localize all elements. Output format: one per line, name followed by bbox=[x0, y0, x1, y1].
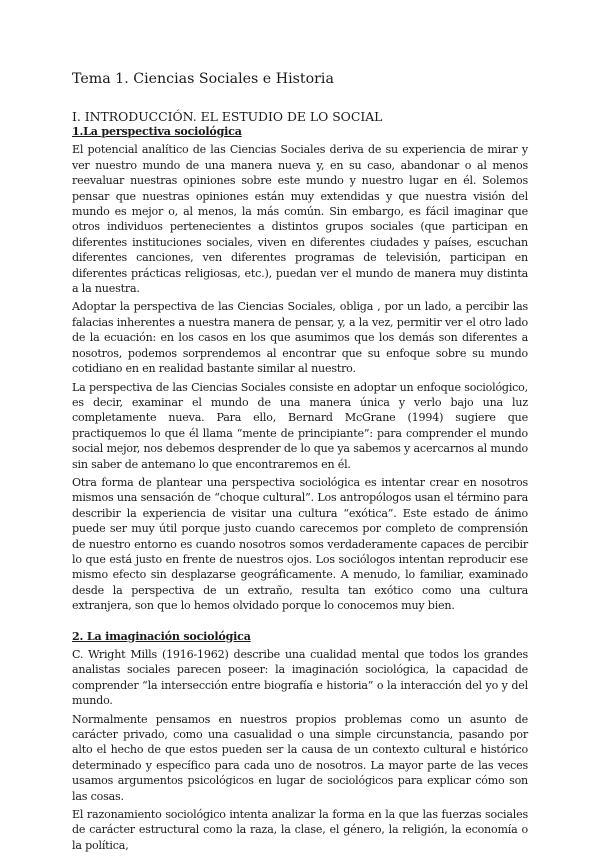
paragraph-2: Adoptar la perspectiva de las Ciencias Sociales, obliga , por un lado, a percibir las falacias inherentes a nuestra manera de pensar, y, a la vez, permitir ver el otro lado de la ecuación: en los casos en los que asumimos que los demás son diferentes a nosotros, podemos sorprendemos al encontrar que su enfoque sobre su mundo cotidiano en en realidad bastante similar al nuestro. bbox=[72, 300, 528, 376]
document-title: Tema 1. Ciencias Sociales e Historia bbox=[72, 71, 334, 87]
paragraph-5: C. Wright Mills (1916-1962) describe una cualidad mental que todos los grandes analistas sociales parecen poseer: la imaginación sociológica, la capacidad de comprender “la intersección entre biografía e historia” o la interacción del yo y del mundo. bbox=[72, 648, 528, 708]
subsection-heading-perspectiva: 1.La perspectiva sociológica bbox=[72, 125, 242, 138]
paragraph-6: Normalmente pensamos en nuestros propios problemas como un asunto de carácter privado, como una casualidad o una simple circunstancia, pasando por alto el hecho de que estos pueden ser la causa de un contexto cultural e histórico determinado y específico para cada uno de nosotros. La mayor parte de las veces usamos argumentos psicológicos en lugar de sociológicos para explicar cómo son las cosas. bbox=[72, 712, 528, 803]
paragraph-3: La perspectiva de las Ciencias Sociales consiste en adoptar un enfoque sociológico, es decir, examinar el mundo de una manera única y verlo bajo una luz completamente nueva. Para ello, Bernard McGrane (1994) sugiere que practiquemos lo que él llama “mente de principiante”: para comprender el mundo social mejor, nos debemos desprender de lo que ya sabemos y acercarnos al mundo sin saber de antemano lo que encontraremos en él. bbox=[72, 380, 528, 471]
paragraph-1: El potencial analítico de las Ciencias Sociales deriva de su experiencia de mirar y ver nuestro mundo de una manera nueva y, en su caso, abandonar o al menos reevaluar nuestras opiniones sobre este mundo y nuestro lugar en él. Solemos pensar que nuestras opiniones están muy extendidas y que nuestra visión del mundo es mejor o, al menos, la más común. Sin embargo, es fácil imaginar que otros individuos pertenecientes a distintos grupos sociales (que participan en diferentes instituciones sociales, viven en diferentes ciudades y países, escuchan diferentes canciones, ven diferentes programas de televisión, participan en diferentes prácticas religiosas, etc.), puedan ver el mundo de manera muy distinta a la nuestra. bbox=[72, 143, 528, 296]
paragraph-4: Otra forma de plantear una perspectiva sociológica es intentar crear en nosotros mismos una sensación de “choque cultural”. Los antropólogos usan el término para describir la experiencia de visitar una cultura “exótica”. Este estado de ánimo puede ser muy útil porque justo cuando carecemos por completo de comprensión de nuestro entorno es cuando nosotros somos verdaderamente capaces de percibir lo que está justo en frente de nuestros ojos. Los sociólogos intentan reproducir ese mismo efecto sin desplazarse geográficamente. A menudo, lo familiar, examinado desde la perspectiva de un extraño, resulta tan exótico como una cultura extranjera, son que lo hemos olvidado porque lo conocemos muy bien. bbox=[72, 475, 528, 613]
document-body bbox=[72, 124, 528, 856]
paragraph-7: El razonamiento sociológico intenta analizar la forma en la que las fuerzas sociales de carácter estructural como la raza, la clase, el género, la religión, la economía o la política, bbox=[72, 808, 528, 852]
section-heading: I. INTRODUCCIÓN. EL ESTUDIO DE LO SOCIAL bbox=[72, 109, 383, 124]
subsection-heading-imaginacion: 2. La imaginación sociológica bbox=[72, 629, 251, 643]
